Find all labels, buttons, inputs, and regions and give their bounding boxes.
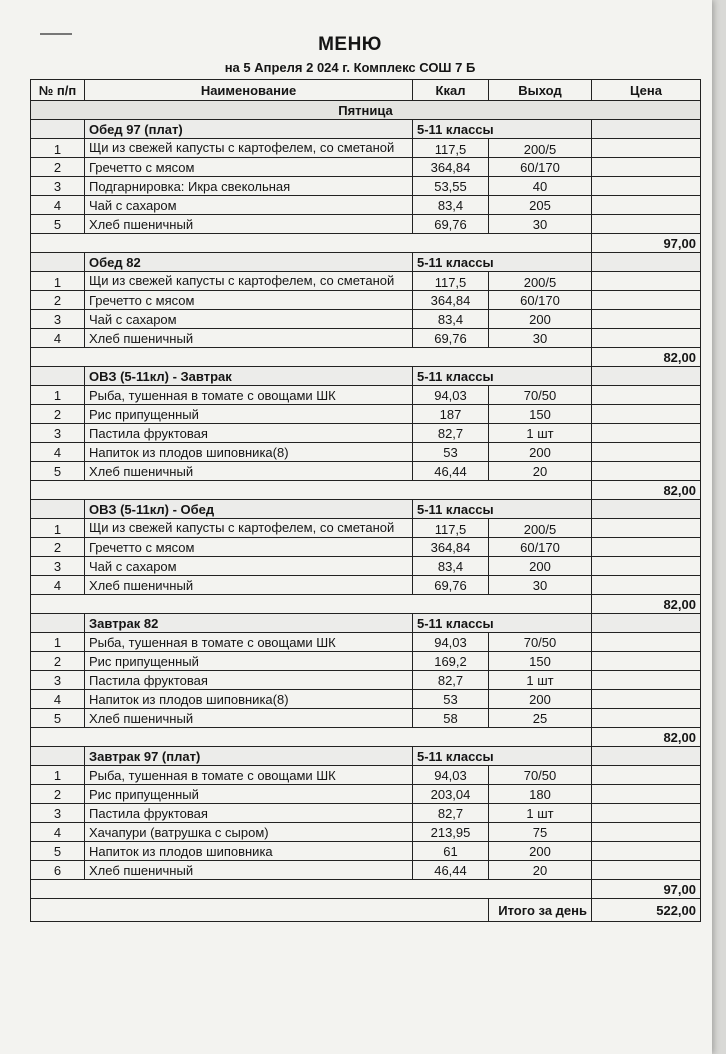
section-grade: 5-11 классы [413, 120, 592, 139]
table-header-row [31, 80, 701, 101]
item-kcal: 117,5 [413, 272, 489, 291]
item-kcal: 364,84 [413, 291, 489, 310]
subtotal-price: 97,00 [592, 234, 701, 253]
item-number: 4 [31, 576, 85, 595]
item-name: Чай с сахаром [85, 557, 413, 576]
grand-total-value: 522,00 [592, 899, 701, 922]
menu-table [30, 79, 701, 922]
subtotal-row [31, 880, 701, 899]
subtotal-spacer [31, 348, 592, 367]
table-row [31, 709, 701, 728]
section-num-cell [31, 747, 85, 766]
item-kcal: 203,04 [413, 785, 489, 804]
item-kcal: 69,76 [413, 329, 489, 348]
subtotal-price: 82,00 [592, 481, 701, 500]
item-price [592, 196, 701, 215]
item-kcal: 61 [413, 842, 489, 861]
item-name: Пастила фруктовая [85, 424, 413, 443]
subtotal-spacer [31, 481, 592, 500]
item-price [592, 215, 701, 234]
item-kcal: 83,4 [413, 310, 489, 329]
item-output: 40 [489, 177, 592, 196]
item-kcal: 82,7 [413, 804, 489, 823]
item-output: 180 [489, 785, 592, 804]
item-output: 20 [489, 861, 592, 880]
col-header-kcal: Ккал [413, 80, 489, 101]
item-price [592, 424, 701, 443]
item-number: 1 [31, 766, 85, 785]
item-name: Рис припущенный [85, 652, 413, 671]
table-row [31, 291, 701, 310]
item-number: 1 [31, 139, 85, 158]
item-name: Хлеб пшеничный [85, 462, 413, 481]
item-kcal: 82,7 [413, 671, 489, 690]
item-output: 70/50 [489, 386, 592, 405]
item-price [592, 291, 701, 310]
item-price [592, 861, 701, 880]
table-row [31, 215, 701, 234]
menu-table-body [31, 101, 701, 922]
item-number: 4 [31, 690, 85, 709]
subtotal-row [31, 234, 701, 253]
subtotal-price: 82,00 [592, 348, 701, 367]
item-number: 5 [31, 842, 85, 861]
section-title: Обед 97 (плат) [85, 120, 413, 139]
item-kcal: 94,03 [413, 386, 489, 405]
table-row [31, 652, 701, 671]
item-price [592, 386, 701, 405]
item-number: 2 [31, 652, 85, 671]
table-row [31, 158, 701, 177]
item-name: Рыба, тушенная в томате с овощами ШК [85, 766, 413, 785]
table-row [31, 139, 701, 158]
item-price [592, 519, 701, 538]
section-price-cell [592, 120, 701, 139]
section-grade: 5-11 классы [413, 614, 592, 633]
item-kcal: 213,95 [413, 823, 489, 842]
item-output: 1 шт [489, 424, 592, 443]
grand-total-label: Итого за день [489, 899, 592, 922]
table-row [31, 690, 701, 709]
subtotal-spacer [31, 595, 592, 614]
table-row [31, 538, 701, 557]
section-price-cell [592, 500, 701, 519]
item-output: 200 [489, 443, 592, 462]
item-price [592, 766, 701, 785]
item-name: Рис припущенный [85, 405, 413, 424]
page-title: МЕНЮ [318, 34, 382, 55]
table-row [31, 329, 701, 348]
item-output: 200/5 [489, 272, 592, 291]
item-price [592, 443, 701, 462]
item-output: 1 шт [489, 804, 592, 823]
item-output: 200 [489, 310, 592, 329]
item-kcal: 117,5 [413, 519, 489, 538]
subtotal-spacer [31, 234, 592, 253]
section-title: ОВЗ (5-11кл) - Завтрак [85, 367, 413, 386]
item-price [592, 785, 701, 804]
table-row [31, 766, 701, 785]
item-name: Хлеб пшеничный [85, 861, 413, 880]
item-kcal: 187 [413, 405, 489, 424]
item-output: 30 [489, 329, 592, 348]
item-price [592, 329, 701, 348]
item-number: 6 [31, 861, 85, 880]
section-header-row [31, 500, 701, 519]
item-price [592, 671, 701, 690]
item-name: Напиток из плодов шиповника [85, 842, 413, 861]
table-row [31, 196, 701, 215]
col-header-name: Наименование [85, 80, 413, 101]
section-price-cell [592, 367, 701, 386]
item-price [592, 804, 701, 823]
item-name: Рыба, тушенная в томате с овощами ШК [85, 633, 413, 652]
item-price [592, 709, 701, 728]
item-output: 70/50 [489, 633, 592, 652]
item-name: Напиток из плодов шиповника(8) [85, 443, 413, 462]
section-title: Завтрак 97 (плат) [85, 747, 413, 766]
item-output: 75 [489, 823, 592, 842]
day-label: Пятница [31, 101, 701, 120]
section-grade: 5-11 классы [413, 367, 592, 386]
item-output: 25 [489, 709, 592, 728]
item-output: 60/170 [489, 158, 592, 177]
table-row [31, 177, 701, 196]
table-row [31, 272, 701, 291]
item-number: 1 [31, 386, 85, 405]
table-row [31, 576, 701, 595]
table-row [31, 310, 701, 329]
grand-total-spacer [31, 899, 489, 922]
item-name: Щи из свежей капусты с картофелем, со сметаной [85, 519, 413, 538]
section-header-row [31, 614, 701, 633]
table-row [31, 519, 701, 538]
item-name: Напиток из плодов шиповника(8) [85, 690, 413, 709]
item-kcal: 69,76 [413, 576, 489, 595]
table-row [31, 424, 701, 443]
table-row [31, 842, 701, 861]
item-number: 2 [31, 405, 85, 424]
item-kcal: 94,03 [413, 633, 489, 652]
day-row [31, 101, 701, 120]
table-row [31, 823, 701, 842]
item-number: 3 [31, 310, 85, 329]
section-price-cell [592, 614, 701, 633]
item-price [592, 823, 701, 842]
table-row [31, 443, 701, 462]
item-kcal: 117,5 [413, 139, 489, 158]
item-kcal: 53 [413, 443, 489, 462]
item-name: Пастила фруктовая [85, 671, 413, 690]
item-name: Хлеб пшеничный [85, 215, 413, 234]
item-price [592, 177, 701, 196]
section-grade: 5-11 классы [413, 253, 592, 272]
subtotal-row [31, 595, 701, 614]
item-name: Хачапури (ватрушка с сыром) [85, 823, 413, 842]
item-name: Рис припущенный [85, 785, 413, 804]
item-name: Гречетто с мясом [85, 291, 413, 310]
item-number: 3 [31, 177, 85, 196]
item-output: 20 [489, 462, 592, 481]
item-output: 200 [489, 842, 592, 861]
subtotal-price: 82,00 [592, 728, 701, 747]
item-kcal: 82,7 [413, 424, 489, 443]
item-number: 2 [31, 785, 85, 804]
section-price-cell [592, 747, 701, 766]
section-num-cell [31, 367, 85, 386]
section-num-cell [31, 500, 85, 519]
item-number: 1 [31, 519, 85, 538]
subtotal-spacer [31, 880, 592, 899]
subtotal-row [31, 481, 701, 500]
page-subtitle: на 5 Апреля 2 024 г. Комплекс СОШ 7 Б [224, 60, 476, 75]
item-name: Хлеб пшеничный [85, 576, 413, 595]
item-price [592, 405, 701, 424]
item-price [592, 158, 701, 177]
item-output: 200 [489, 557, 592, 576]
item-output: 1 шт [489, 671, 592, 690]
item-kcal: 53 [413, 690, 489, 709]
section-num-cell [31, 614, 85, 633]
item-price [592, 576, 701, 595]
item-output: 60/170 [489, 538, 592, 557]
item-price [592, 652, 701, 671]
item-output: 30 [489, 215, 592, 234]
section-num-cell [31, 120, 85, 139]
section-header-row [31, 367, 701, 386]
section-title: ОВЗ (5-11кл) - Обед [85, 500, 413, 519]
section-header-row [31, 253, 701, 272]
table-row [31, 861, 701, 880]
item-kcal: 53,55 [413, 177, 489, 196]
item-output: 205 [489, 196, 592, 215]
item-number: 2 [31, 158, 85, 177]
subtotal-row [31, 728, 701, 747]
table-row [31, 671, 701, 690]
col-header-price: Цена [592, 80, 701, 101]
item-name: Чай с сахаром [85, 196, 413, 215]
item-number: 3 [31, 804, 85, 823]
item-output: 200 [489, 690, 592, 709]
item-price [592, 462, 701, 481]
subtotal-price: 97,00 [592, 880, 701, 899]
item-name: Хлеб пшеничный [85, 709, 413, 728]
item-kcal: 94,03 [413, 766, 489, 785]
subtotal-row [31, 348, 701, 367]
item-output: 70/50 [489, 766, 592, 785]
item-kcal: 169,2 [413, 652, 489, 671]
item-name: Пастила фруктовая [85, 804, 413, 823]
item-price [592, 842, 701, 861]
item-output: 60/170 [489, 291, 592, 310]
item-kcal: 58 [413, 709, 489, 728]
item-output: 150 [489, 405, 592, 424]
item-name: Чай с сахаром [85, 310, 413, 329]
item-number: 1 [31, 633, 85, 652]
grand-total-row [31, 899, 701, 922]
item-name: Рыба, тушенная в томате с овощами ШК [85, 386, 413, 405]
item-number: 5 [31, 462, 85, 481]
item-name: Щи из свежей капусты с картофелем, со сметаной [85, 272, 413, 291]
item-output: 200/5 [489, 519, 592, 538]
item-number: 1 [31, 272, 85, 291]
table-row [31, 804, 701, 823]
col-header-output: Выход [489, 80, 592, 101]
table-row [31, 386, 701, 405]
item-number: 3 [31, 671, 85, 690]
item-price [592, 557, 701, 576]
item-number: 2 [31, 538, 85, 557]
item-kcal: 46,44 [413, 462, 489, 481]
item-name: Щи из свежей капусты с картофелем, со сметаной [85, 139, 413, 158]
col-header-num: № п/п [31, 80, 85, 101]
section-grade: 5-11 классы [413, 500, 592, 519]
item-kcal: 83,4 [413, 557, 489, 576]
section-title: Обед 82 [85, 253, 413, 272]
item-kcal: 46,44 [413, 861, 489, 880]
section-header-row [31, 747, 701, 766]
item-number: 4 [31, 196, 85, 215]
item-name: Хлеб пшеничный [85, 329, 413, 348]
section-title: Завтрак 82 [85, 614, 413, 633]
table-row [31, 785, 701, 804]
item-number: 4 [31, 443, 85, 462]
item-price [592, 690, 701, 709]
item-number: 5 [31, 709, 85, 728]
item-number: 3 [31, 557, 85, 576]
table-row [31, 405, 701, 424]
item-number: 2 [31, 291, 85, 310]
item-kcal: 364,84 [413, 538, 489, 557]
section-grade: 5-11 классы [413, 747, 592, 766]
item-price [592, 272, 701, 291]
item-kcal: 364,84 [413, 158, 489, 177]
item-number: 4 [31, 329, 85, 348]
subtotal-spacer [31, 728, 592, 747]
item-price [592, 139, 701, 158]
item-output: 30 [489, 576, 592, 595]
item-number: 3 [31, 424, 85, 443]
item-number: 4 [31, 823, 85, 842]
item-price [592, 538, 701, 557]
section-header-row [31, 120, 701, 139]
item-output: 150 [489, 652, 592, 671]
item-number: 5 [31, 215, 85, 234]
item-name: Гречетто с мясом [85, 538, 413, 557]
table-row [31, 557, 701, 576]
item-price [592, 633, 701, 652]
table-row [31, 633, 701, 652]
section-num-cell [31, 253, 85, 272]
section-price-cell [592, 253, 701, 272]
item-kcal: 69,76 [413, 215, 489, 234]
item-kcal: 83,4 [413, 196, 489, 215]
item-name: Гречетто с мясом [85, 158, 413, 177]
item-output: 200/5 [489, 139, 592, 158]
table-row [31, 462, 701, 481]
item-name: Подгарнировка: Икра свекольная [85, 177, 413, 196]
subtotal-price: 82,00 [592, 595, 701, 614]
item-price [592, 310, 701, 329]
